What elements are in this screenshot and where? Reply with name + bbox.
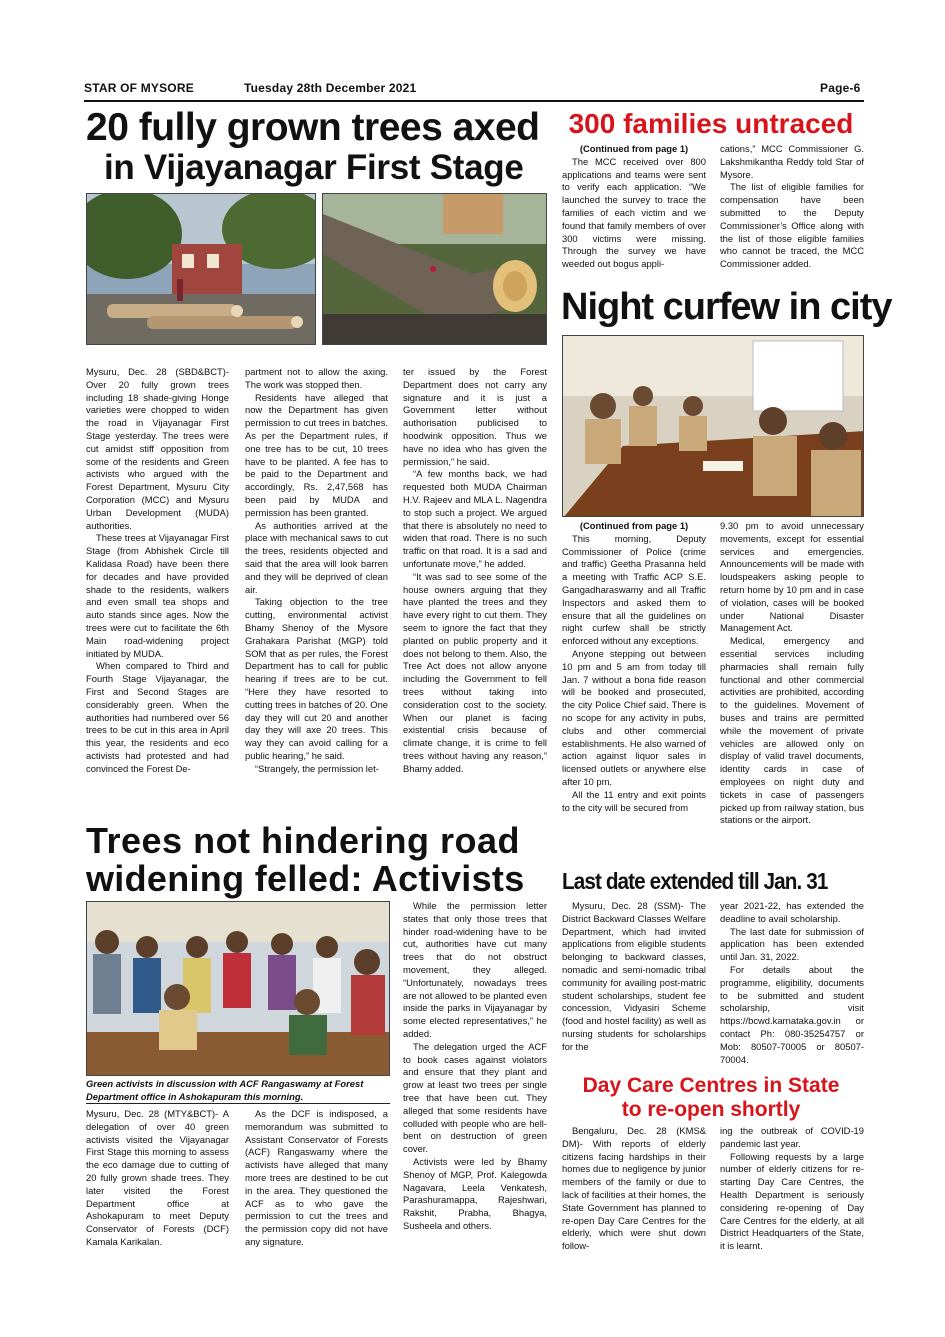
paragraph: The delegation urged the ACF to book cases against violators and ensure that they plant and grow at least two trees per single tree that have been cut. They alleged that some residents have colluded with people who are hell-bent on destruction of green cover. <box>403 1040 547 1155</box>
paper-name: STAR OF MYSORE <box>84 81 194 95</box>
day-care-headline-2: to re-open shortly <box>621 1098 801 1121</box>
paragraph: This morning, Deputy Commissioner of Police (crime and traffic) Geetha Prasanna held a meeting with Traffic ACP S.E. Gangadharaswamy and all Traffic Inspectors and asked them to ensure that all the guidelines on night curfew shall be strictly enforced without any exceptions. <box>562 532 706 647</box>
issue-date: Tuesday 28th December 2021 <box>244 81 417 95</box>
activists-headline-2: widening felled: Activists <box>86 858 525 899</box>
paragraph: year 2021-22, has extended the deadline to avail scholarship. <box>720 900 864 924</box>
paragraph: As authorities arrived at the place with mechanical saws to cut the trees, residents objected and said that the area will look barren and they will be deprived of clean air. <box>245 519 388 595</box>
paragraph: The list of eligible families for compensation have been submitted to the Deputy Commissioner’s Office along with the list of those eligible families who cannot be traced, the MCC Commissioner added. <box>720 181 864 270</box>
activists-col-1 <box>86 1108 229 1249</box>
paragraph: partment not to allow the axing. The work was stopped then. <box>245 366 388 390</box>
paragraph: Bengaluru, Dec. 28 (KMS& DM)- With reports of elderly citizens facing hardships in their homes due to negligence by junior members of the family or due to lack of facilities at their homes, the State Government has planned to re-open Day Care Centres for the elderly, which were shut down follow- <box>562 1125 706 1252</box>
activists-headline-1: Trees not hindering road <box>86 820 521 861</box>
paragraph: “Strangely, the permission let- <box>255 762 379 774</box>
paragraph: While the permission letter states that only those trees that hinder road-widening have to be cut, authorities have cut many trees that do not obstruct movement, they alleged. “Unfortunately, nowadays trees are not allowed to be planted even inside the parks in Vijayanagar by some elected representatives,” he added. <box>403 900 547 1039</box>
trees-axed-col-2 <box>245 366 388 776</box>
continued-note: (Continued from page 1) <box>579 143 689 154</box>
paragraph: ter issued by the Forest Department does not carry any signature and it is just a Government letter without authorisation publicised to hoodwink opposition. Thus we have no idea who has given the permission,” he said. <box>403 366 547 467</box>
paragraph: 9.30 pm to avoid unnecessary movements, except for essential services and emergencies. Announcements will be made with loudspeakers asking people to return home by 10 pm and in case of violation, cases will be booked under National Disaster Management Act. <box>720 520 864 634</box>
photo-caption: Green activists in discussion with ACF Rangaswamy at Forest Department office in Ashokapuram this morning. <box>86 1078 390 1104</box>
paragraph: Taking objection to the tree cutting, environmental activist Bhamy Shenoy of the Mysore Grahakara Parishat (MGP) told SOM that as per rules, the Forest Department has to call for public hearing if trees are to be cut. “Here they have resorted to cutting trees in batches of 20. One day they will cut 20 and another day they will axe 20 trees. This way they can avoid calling for a public hearing,” he said. <box>245 596 388 761</box>
photo-felled-trees-street <box>86 193 316 345</box>
paragraph: Following requests by a large number of elderly citizens for re-starting Day Care Centres, the Health Department is seriously considering re-opening of Day Care Centres for the elderly, at all District Headquarters of the State, it is learnt. <box>720 1150 864 1252</box>
last-date-headline: Last date extended till Jan. 31 <box>562 868 828 894</box>
header-rule <box>84 100 864 102</box>
paragraph: The last date for submission of application has been extended until Jan. 31, 2022. <box>720 925 864 963</box>
day-care-col-1 <box>562 1125 706 1253</box>
curfew-col-2 <box>720 520 864 827</box>
paragraph: Anyone stepping out between 10 pm and 5 am from today till Jan. 7 without a bona fide reason will be booked and prosecuted, the city Police Chief said. There is no scope for any activity in pubs, clubs and other commercial establishments. He also warned of action against liquor sales in licensed outlets or anywhere else after 10 pm. <box>562 647 706 787</box>
paragraph: Activists were led by Bhamy Shenoy of MGP, Prof. Kalegowda Nagavara, Leela Venkatesh, Parashuramappa, Rajeshwari, Rakshit, Prabha, Bhagya, Susheela and others. <box>403 1155 547 1231</box>
page-number: Page-6 <box>820 81 861 95</box>
trees-axed-col-3 <box>403 366 547 776</box>
paragraph: Mysuru, Dec. 28 (SSM)- The District Backward Classes Welfare Department, which had invited applications from eligible students belonging to backward classes, nomadic and semi-nomadic tribal community for availing post-matric student scholarships, student fee concession, Vidyasiri Scheme (food and hostel facility) as well as nursing students for scholarships for the <box>562 900 706 1052</box>
paragraph: The MCC received over 800 applications and teams were sent to verify each application. “We launched the survey to trace the families of each victim and we found that family members of over 300 victims were missing. Through the survey we have weeded out bogus appli- <box>562 155 706 270</box>
paragraph: ing the outbreak of COVID-19 pandemic last year. <box>720 1125 864 1149</box>
trees-axed-col-1 <box>86 366 229 776</box>
paragraph: For details about the programme, eligibility, documents to be submitted and student scholarship, visit https://bcwd.karnataka.gov.in or contact Ph: 080-35254757 or Mob: 80507-70005 or 80507-70004. <box>720 963 864 1065</box>
paragraph: All the 11 entry and exit points to the city will be secured from <box>562 788 706 813</box>
paragraph: Mysuru, Dec. 28 (SBD&BCT)- Over 20 fully grown trees including 18 shade-giving Honge varieties were chopped to widen the road in Vijayanagar First Stage yesterday. The trees were cut amidst stiff opposition from some of the residents and Green activists who argued with the Forest Department, Mysuru City Corporation (MCC) and Mysuru Urban Development (MUDA) authorities. <box>86 366 229 531</box>
curfew-col-1 <box>562 520 706 814</box>
last-date-col-2 <box>720 900 864 1066</box>
activists-col-2 <box>245 1108 388 1249</box>
curfew-headline: Night curfew in city <box>561 286 892 328</box>
paragraph: Residents have alleged that now the Department has given permission to cut trees in batches. As per the Department rules, if one tree has to be cut, 10 trees have to be planted. A fee has to be paid to the Department and accordingly, Rs. 2,47,568 has been paid by MUDA and permission has been granted. <box>245 391 388 518</box>
paragraph: As the DCF is indisposed, a memorandum was submitted to Assistant Conservator of Forests (ACF) Rangaswamy where the activists have alleged that many more trees are destined to be cut in the area. They questioned the ACF as to who gave the permission to cut the trees and the permission copy did not have any signature. <box>245 1108 388 1247</box>
paragraph: When compared to Third and Fourth Stage Vijayanagar, the First and Second Stages are considerably green. When the authorities had numbered over 56 trees to be cut in this area in April this year, the residents and eco activists had protested and had convinced the Forest De- <box>86 660 229 774</box>
trees-axed-headline-1: 20 fully grown trees axed <box>86 106 540 149</box>
activists-col-3 <box>403 900 547 1233</box>
trees-axed-headline-2: in Vijayanagar First Stage <box>104 148 524 187</box>
families-col-1 <box>562 143 706 271</box>
photo-activists-meeting <box>86 901 390 1076</box>
photo-felled-tree-trunk <box>322 193 547 345</box>
paragraph: “It was sad to see some of the house owners arguing that they have planted the trees and they have every right to cut them. They seem to ignore the fact that they planted on public property and it does not belong to them. Also, the Tree Act does not allow anyone including the Government to fell trees without taking into consideration cost to the society. When our planet is facing existential crisis because of climate change, it is crime to fell trees without having any reason,” Bhamy added. <box>403 570 547 774</box>
paragraph: cations,” MCC Commissioner G. Lakshmikantha Reddy told Star of Mysore. <box>720 143 864 180</box>
continued-note: (Continued from page 1) <box>579 520 689 531</box>
families-headline: 300 families untraced <box>568 108 854 139</box>
day-care-col-2 <box>720 1125 864 1253</box>
photo-police-meeting <box>562 335 864 517</box>
paragraph: Medical, emergency and essential services including pharmacies shall remain fully functional and other commercial activities are prohibited, according to the guidelines. Movement of buses and trains are permitted while the movement of private vehicles are allowed only on display of valid travel documents, identity cards in case of employees on night duty and tickets in case of passengers picked up from railway station, bus stations or the airport. <box>720 635 864 826</box>
paragraph: These trees at Vijayanagar First Stage (from Abhishek Circle till Kalidasa Road) have been there for decades and have provided shade to the residents, walkers and even small tea shops and auto stands since ages. Now the trees were cut to facilitate the 6th Main road-widening project initiated by MUDA. <box>86 532 229 659</box>
paragraph: “A few months back, we had requested both MUDA Chairman H.V. Rajeev and MLA L. Nagendra to stop such a project. We argued that there is absolutely no need to widen that road. There is no such traffic on that road. It is a sad and unfortunate move,” he added. <box>403 468 547 569</box>
paragraph: Mysuru, Dec. 28 (MTY&BCT)- A delegation of over 40 green activists visited the Vijayanagar First Stage this morning to assess the eco damage due to cutting of 20 fully grown shade trees. They later visited the Forest Department office at Ashokapuram to meet Deputy Conservator of Forests (DCF) Kamala Karikalan. <box>86 1108 229 1247</box>
day-care-headline-1: Day Care Centres in State <box>582 1074 840 1097</box>
families-col-2 <box>720 143 864 271</box>
last-date-col-1 <box>562 900 706 1054</box>
